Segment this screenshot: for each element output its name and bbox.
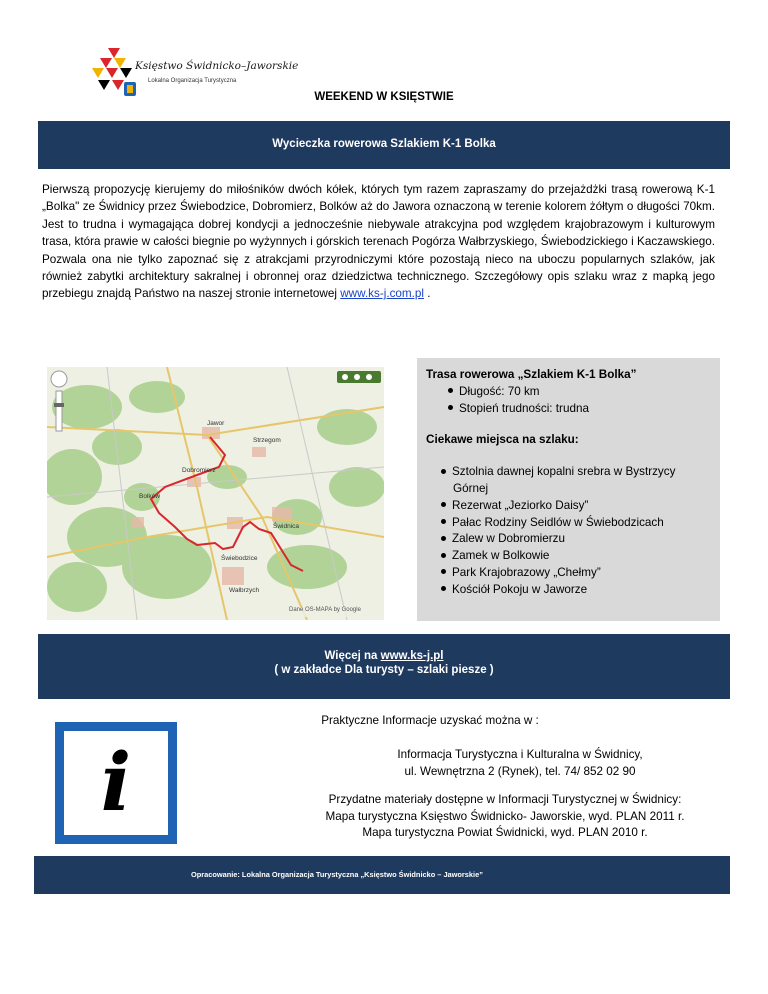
- contact-line: ul. Wewnętrzna 2 (Rynek), tel. 74/ 852 02 90: [404, 764, 636, 778]
- more-info-banner: [38, 634, 730, 699]
- info-letter: i: [100, 735, 132, 829]
- places-list: [441, 464, 711, 598]
- map-label-strzegom: Strzegom: [253, 437, 281, 444]
- route-title: Trasa rowerowa „Szlakiem K-1 Bolka”: [426, 368, 637, 381]
- route-facts-list: [448, 384, 716, 418]
- materials-line: Mapa turystyczna Powiat Świdnicki, wyd. PLAN 2010 r.: [362, 826, 648, 839]
- intro-paragraph: [42, 181, 715, 303]
- logo-brand-text: Księstwo Świdnicko–Jaworskie: [135, 60, 299, 72]
- list-item: Zamek w Bolkowie: [441, 548, 711, 565]
- bullet-icon: [441, 502, 446, 507]
- banner-title: Wycieczka rowerowa Szlakiem K-1 Bolka: [272, 138, 496, 150]
- bullet-icon: [441, 569, 446, 574]
- contact-block: [340, 747, 700, 780]
- intro-tail: .: [424, 287, 431, 301]
- contact-line: Informacja Turystyczna i Kulturalna w Świdnicy,: [397, 748, 643, 761]
- map-canvas: [47, 367, 384, 620]
- map-credit: Dane OS-MAPA by Google: [289, 607, 361, 613]
- list-item: Stopień trudności: trudna: [448, 401, 716, 418]
- list-item: Rezerwat „Jeziorko Daisy”: [441, 498, 711, 515]
- bullet-icon: [441, 586, 446, 591]
- list-item: Zalew w Dobromierzu: [441, 531, 711, 548]
- page-heading: WEEKEND W KSIĘSTWIE: [314, 91, 454, 103]
- route-info-box: [417, 358, 720, 621]
- map-label-walbrzych: Wałbrzych: [229, 587, 260, 594]
- footer-text: Opracowanie: Lokalna Organizacja Turystyczna „Księstwo Świdnicko – Jaworskie”: [191, 870, 483, 879]
- route-map[interactable]: [47, 367, 384, 620]
- materials-line: Mapa turystyczna Księstwo Świdnicko- Jaworskie, wyd. PLAN 2011 r.: [325, 809, 685, 823]
- footer-banner: [34, 856, 730, 894]
- map-toolbar[interactable]: [337, 371, 381, 383]
- bullet-icon: [448, 388, 453, 393]
- logo-subtitle: Lokalna Organizacja Turystyczna: [148, 78, 237, 84]
- more-line: Więcej na www.ks-j.pl: [324, 650, 444, 662]
- list-item: Długość: 70 km: [448, 384, 716, 401]
- list-item: Sztolnia dawnej kopalni srebra w Bystrzycy Górnej: [441, 464, 711, 498]
- materials-block: [270, 792, 740, 842]
- map-label-jawor: Jawor: [207, 420, 225, 427]
- practical-info: Praktyczne Informacje uzyskać można w :: [321, 714, 539, 727]
- title-banner: [38, 121, 730, 169]
- map-label-swidnica: Świdnica: [273, 523, 300, 530]
- bullet-icon: [441, 519, 446, 524]
- list-item: Kościół Pokoju w Jaworze: [441, 582, 711, 599]
- list-item: Pałac Rodziny Seidlów w Świebodzicach: [441, 515, 711, 532]
- more-link[interactable]: www.ks-j.pl: [380, 650, 444, 662]
- bullet-icon: [441, 536, 446, 541]
- map-label-dobromierz: Dobromierz: [182, 467, 216, 474]
- map-label-swiebodzice: Świebodzice: [221, 555, 258, 562]
- more-note: ( w zakładce Dla turysty – szlaki piesze ): [274, 664, 494, 676]
- bullet-icon: [448, 405, 453, 410]
- bullet-icon: [441, 469, 446, 474]
- map-label-bolkow: Bolków: [139, 493, 160, 500]
- tourist-info-icon: [55, 722, 177, 844]
- list-item: Park Krajobrazowy „Chełmy”: [441, 565, 711, 582]
- intro-text: Pierwszą propozycję kierujemy do miłośników dwóch kółek, których tym razem zapraszamy do przejażdżki trasą rowerową K-1 „Bolka" ze Świdnicy przez Świebodzice, Dobromierz, Bolków aż do Jawora oznaczoną w terenie kolorem żółtym o długości 70km. Jest to trudna i wymagająca dobrej kondycji a jednocześnie niebywale atrakcyjna pod względem krajobrazowym i kulturowym trasa, która prawie w całości biegnie po wyżynnych i górskich terenach Pogórza Wałbrzyskiego, Świebodzickiego i Kaczawskiego. Pozwala ona nie tylko zapoznać się z atrakcjami przyrodniczymi które pozostają nieco na uboczu popularnych szlaków, jak również zabytki architektury sakralnej i obronnej oraz dziedzictwa technicznego. Szczegółowy opis szlaku wraz z mapką jego przebiegu znajdą Państwo na naszej stronie internetowej: [42, 183, 715, 301]
- places-title: Ciekawe miejsca na szlaku:: [426, 433, 579, 447]
- website-link[interactable]: www.ks-j.com.pl: [340, 287, 424, 301]
- bullet-icon: [441, 553, 446, 558]
- materials-line: Przydatne materiały dostępne w Informacji Turystycznej w Świdnicy:: [328, 793, 682, 806]
